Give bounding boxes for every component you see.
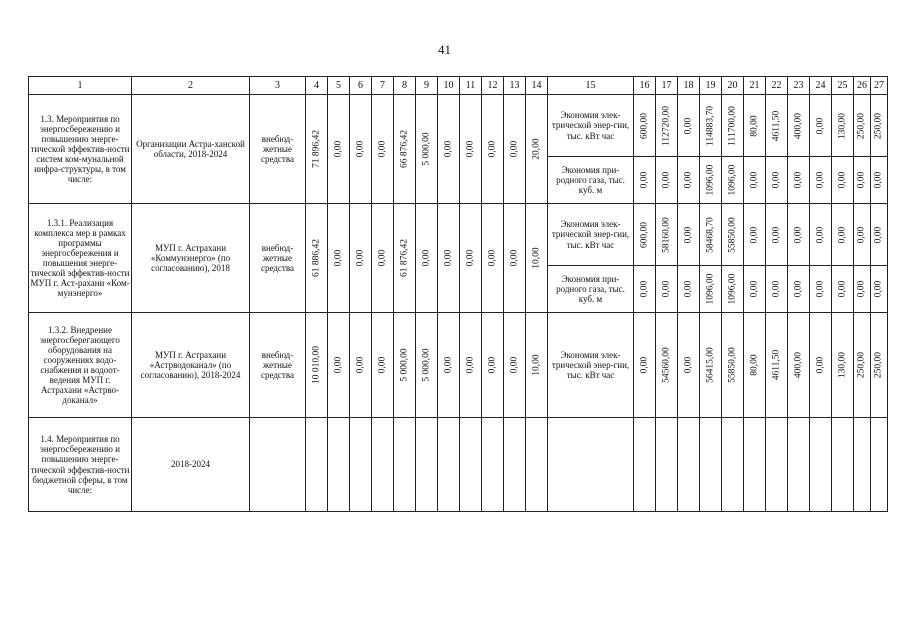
finance-cell-value: 10,00 xyxy=(531,247,542,269)
finance-cell xyxy=(394,418,416,512)
indicator-value-cell xyxy=(722,95,744,157)
indicator-value-cell-value: 0,00 xyxy=(639,280,650,298)
finance-cell xyxy=(504,313,526,418)
finance-cell-value: 0,00 xyxy=(333,140,344,158)
finance-cell xyxy=(416,95,438,204)
indicator-value-cell xyxy=(766,157,788,204)
finance-cell xyxy=(394,313,416,418)
table-row xyxy=(29,418,888,512)
indicator-value-cell xyxy=(788,313,810,418)
executor-cell-text: МУП г. Астрахани «Коммунэнерго» (по согласованию), 2018 xyxy=(150,242,231,274)
source-cell xyxy=(250,95,306,204)
indicator-value-cell xyxy=(700,95,722,157)
finance-cell xyxy=(328,313,350,418)
indicator-value-cell xyxy=(788,204,810,266)
table-row xyxy=(29,204,888,266)
finance-cell xyxy=(328,95,350,204)
indicator-value-cell xyxy=(832,266,854,313)
finance-cell-value: 0,00 xyxy=(509,140,520,158)
finance-cell xyxy=(526,418,548,512)
header-cell: 2 xyxy=(132,77,250,95)
finance-cell xyxy=(526,204,548,313)
indicator-value-cell-value: 1096,00 xyxy=(727,164,738,196)
indicator-value-cell-value: 0,00 xyxy=(749,226,760,243)
header-cell: 5 xyxy=(328,77,350,95)
indicator-value-cell-value: 80,00 xyxy=(749,354,760,376)
finance-cell-value: 0,00 xyxy=(487,249,498,267)
finance-cell-value: 66 876,42 xyxy=(399,130,410,168)
finance-cell-value: 5 000,00 xyxy=(421,132,432,166)
indicator-value-cell xyxy=(832,95,854,157)
indicator-name-cell-text: Экономия при-родного газа, тыс. куб. м xyxy=(556,164,625,196)
indicator-value-cell xyxy=(634,266,656,313)
finance-cell xyxy=(372,418,394,512)
measure-cell-text: 1.3.1. Реализация комплекса мер в рамках программы энергосбережения и повышения энерге-тической эффектив-ности МУП г. Аст-рахани «Ком-мунэнерго» xyxy=(30,217,130,299)
header-cell: 3 xyxy=(250,77,306,95)
indicator-value-cell xyxy=(744,95,766,157)
indicator-value-cell xyxy=(700,157,722,204)
indicator-value-cell-value: 0,00 xyxy=(837,171,848,189)
finance-cell-value: 0,00 xyxy=(465,356,476,374)
indicator-value-cell-value: 0,00 xyxy=(639,356,650,374)
indicator-value-cell xyxy=(766,418,788,512)
indicator-value-cell xyxy=(634,204,656,266)
finance-cell-value: 5 000,00 xyxy=(399,348,410,382)
indicator-value-cell-value: 0,00 xyxy=(771,226,782,243)
indicator-name-cell xyxy=(548,157,634,204)
finance-cell-value: 0,00 xyxy=(355,356,366,374)
measure-cell-text: 1.3.2. Внедрение энергосберегающего оборудования на сооружениях водо-снабжения и водоот-ведения МУП г. Астрахани «Астрво-доканал» xyxy=(40,324,120,406)
indicator-value-cell-value: 0,00 xyxy=(856,280,867,298)
indicator-value-cell-value: 0,00 xyxy=(771,280,782,298)
finance-cell xyxy=(306,95,328,204)
finance-cell-value: 0,00 xyxy=(377,249,388,267)
measure-cell xyxy=(29,313,132,418)
finance-cell-value: 0,00 xyxy=(465,249,476,267)
finance-cell-value: 0,00 xyxy=(377,140,388,158)
executor-cell-text: Организации Астра-ханской области, 2018-2024 xyxy=(136,138,245,159)
indicator-value-cell-value: 114883,70 xyxy=(705,105,716,146)
indicator-value-cell xyxy=(871,266,888,313)
indicator-value-cell xyxy=(766,313,788,418)
indicator-value-cell-value: 0,00 xyxy=(815,280,826,298)
finance-cell xyxy=(482,313,504,418)
executor-cell xyxy=(132,418,250,512)
finance-cell xyxy=(416,418,438,512)
indicator-value-cell xyxy=(810,157,832,204)
finance-cell xyxy=(394,204,416,313)
indicator-value-cell-value: 0,00 xyxy=(873,280,884,298)
indicator-value-cell-value: 0,00 xyxy=(815,171,826,189)
finance-cell-value: 10,00 xyxy=(531,354,542,376)
table-row xyxy=(29,313,888,418)
indicator-value-cell xyxy=(788,157,810,204)
indicator-value-cell xyxy=(700,313,722,418)
indicator-value-cell xyxy=(656,95,678,157)
indicator-value-cell-value: 0,00 xyxy=(873,226,884,243)
measure-cell xyxy=(29,95,132,204)
finance-cell xyxy=(504,418,526,512)
table-row xyxy=(29,95,888,157)
indicator-value-cell xyxy=(656,266,678,313)
indicator-value-cell xyxy=(656,313,678,418)
indicator-name-cell-text: Экономия элек-трической энер-гии, тыс. кВт час xyxy=(551,349,630,381)
header-cell: 6 xyxy=(350,77,372,95)
finance-cell-value: 0,00 xyxy=(443,249,454,267)
indicator-value-cell xyxy=(678,95,700,157)
indicator-value-cell xyxy=(788,266,810,313)
finance-cell xyxy=(416,204,438,313)
measure-cell-text: 1.3. Мероприятия по энергосбережению и повышению энерге-тической эффектив-ности систем ком-мунальной инфра-структуры, в том числе: xyxy=(30,113,130,185)
indicator-value-cell xyxy=(722,204,744,266)
finance-cell-value: 61 876,42 xyxy=(399,239,410,277)
header-cell: 24 xyxy=(810,77,832,95)
header-cell: 22 xyxy=(766,77,788,95)
indicator-name-cell-text: Экономия элек-трической энер-гии, тыс. кВт час xyxy=(551,219,630,250)
indicator-value-cell xyxy=(700,266,722,313)
indicator-value-cell-value: 0,00 xyxy=(837,280,848,298)
indicator-value-cell-value: 0,00 xyxy=(683,280,694,298)
indicator-value-cell-value: 600,00 xyxy=(639,221,650,248)
indicator-value-cell-value: 0,00 xyxy=(793,171,804,189)
indicator-value-cell xyxy=(678,157,700,204)
finance-cell-value: 71 896,42 xyxy=(311,130,322,168)
indicator-value-cell xyxy=(744,418,766,512)
indicator-value-cell xyxy=(656,418,678,512)
finance-cell xyxy=(526,313,548,418)
header-cell: 1 xyxy=(29,77,132,95)
indicator-value-cell xyxy=(788,418,810,512)
finance-cell-value: 0,00 xyxy=(509,249,520,267)
indicator-value-cell-value: 0,00 xyxy=(837,226,848,243)
indicator-value-cell-value: 600,00 xyxy=(639,112,650,139)
finance-cell xyxy=(350,95,372,204)
indicator-value-cell-value: 0,00 xyxy=(749,280,760,298)
indicator-value-cell-value: 112720,00 xyxy=(661,105,672,146)
finance-cell xyxy=(526,95,548,204)
indicator-value-cell xyxy=(722,313,744,418)
finance-cell-value: 0,00 xyxy=(443,356,454,374)
finance-cell xyxy=(460,313,482,418)
finance-cell xyxy=(482,95,504,204)
indicator-value-cell-value: 0,00 xyxy=(815,117,826,134)
header-cell: 11 xyxy=(460,77,482,95)
finance-cell-value: 0,00 xyxy=(443,140,454,158)
header-cell: 26 xyxy=(854,77,871,95)
indicator-value-cell-value: 0,00 xyxy=(856,226,867,243)
indicator-value-cell-value: 0,00 xyxy=(873,171,884,189)
header-cell: 27 xyxy=(871,77,888,95)
indicator-value-cell-value: 58468,70 xyxy=(705,216,716,253)
finance-cell-value: 0,00 xyxy=(509,356,520,374)
header-cell: 12 xyxy=(482,77,504,95)
finance-cell-value: 20,00 xyxy=(531,138,542,160)
indicator-value-cell xyxy=(722,418,744,512)
indicator-name-cell xyxy=(548,95,634,157)
finance-cell xyxy=(328,418,350,512)
indicator-name-cell-text: Экономия элек-трической энер-гии, тыс. кВт час xyxy=(551,110,630,141)
header-cell: 8 xyxy=(394,77,416,95)
indicator-value-cell-value: 0,00 xyxy=(683,226,694,243)
header-cell: 21 xyxy=(744,77,766,95)
finance-cell xyxy=(394,95,416,204)
indicator-value-cell-value: 400,00 xyxy=(793,351,804,379)
measures-table xyxy=(28,76,888,512)
indicator-value-cell-value: 0,00 xyxy=(856,171,867,189)
indicator-value-cell-value: 55850,00 xyxy=(727,216,738,253)
indicator-value-cell xyxy=(871,418,888,512)
page-number: 41 xyxy=(438,42,451,57)
indicator-value-cell-value: 0,00 xyxy=(793,280,804,298)
indicator-value-cell-value: 0,00 xyxy=(661,171,672,189)
finance-cell xyxy=(350,418,372,512)
indicator-value-cell-value: 56415,00 xyxy=(705,347,716,383)
indicator-value-cell xyxy=(722,266,744,313)
finance-cell-value: 5 000,00 xyxy=(421,348,432,382)
finance-cell xyxy=(438,204,460,313)
indicator-value-cell-value: 130,00 xyxy=(837,112,848,139)
indicator-value-cell-value: 80,00 xyxy=(749,114,760,137)
source-cell-text: внебюд-жетные средства xyxy=(260,349,294,381)
indicator-value-cell xyxy=(854,204,871,266)
finance-cell xyxy=(504,204,526,313)
finance-cell-value: 0,00 xyxy=(333,249,344,267)
indicator-value-cell-value: 0,00 xyxy=(793,226,804,243)
indicator-value-cell xyxy=(766,266,788,313)
indicator-value-cell xyxy=(700,418,722,512)
header-cell: 9 xyxy=(416,77,438,95)
indicator-value-cell-value: 4611,50 xyxy=(771,110,782,141)
finance-cell-value: 0,00 xyxy=(465,140,476,158)
indicator-value-cell-value: 1096,00 xyxy=(727,273,738,305)
indicator-value-cell xyxy=(766,204,788,266)
finance-cell xyxy=(372,95,394,204)
header-cell: 23 xyxy=(788,77,810,95)
indicator-value-cell xyxy=(854,418,871,512)
source-cell-text: внебюд-жетные средства xyxy=(260,133,294,165)
indicator-value-cell xyxy=(744,266,766,313)
indicator-value-cell xyxy=(656,204,678,266)
indicator-value-cell-value: 130,00 xyxy=(837,351,848,379)
indicator-value-cell xyxy=(810,418,832,512)
indicator-value-cell xyxy=(634,313,656,418)
finance-cell-value: 0,00 xyxy=(421,249,432,267)
measure-cell-text: 1.4. Мероприятия по энергосбережению и повышению энерге-тической эффектив-ности бюджетной сферы, в том числе: xyxy=(30,434,130,495)
indicator-value-cell xyxy=(788,95,810,157)
indicator-value-cell xyxy=(678,313,700,418)
indicator-value-cell-value: 0,00 xyxy=(683,171,694,189)
indicator-value-cell xyxy=(634,418,656,512)
indicator-value-cell xyxy=(871,204,888,266)
indicator-value-cell xyxy=(678,204,700,266)
indicator-value-cell-value: 0,00 xyxy=(815,356,826,374)
indicator-value-cell xyxy=(656,157,678,204)
indicator-value-cell-value: 111700,00 xyxy=(727,105,738,146)
header-cell: 4 xyxy=(306,77,328,95)
executor-cell xyxy=(132,95,250,204)
indicator-value-cell-value: 400,00 xyxy=(793,112,804,139)
finance-cell xyxy=(438,313,460,418)
header-cell: 20 xyxy=(722,77,744,95)
indicator-value-cell xyxy=(766,95,788,157)
indicator-name-cell xyxy=(548,418,634,512)
header-cell: 13 xyxy=(504,77,526,95)
indicator-value-cell xyxy=(810,313,832,418)
executor-cell-text: 2018-2024 xyxy=(171,459,210,470)
indicator-value-cell xyxy=(744,204,766,266)
indicator-value-cell xyxy=(854,95,871,157)
indicator-value-cell xyxy=(810,204,832,266)
indicator-value-cell-value: 0,00 xyxy=(639,171,650,189)
indicator-value-cell xyxy=(744,313,766,418)
indicator-name-cell xyxy=(548,266,634,313)
finance-cell xyxy=(482,204,504,313)
header-cell: 17 xyxy=(656,77,678,95)
indicator-value-cell xyxy=(832,204,854,266)
source-cell-text: внебюд-жетные средства xyxy=(260,242,294,274)
finance-cell xyxy=(438,95,460,204)
finance-cell xyxy=(460,204,482,313)
indicator-value-cell-value: 0,00 xyxy=(815,226,826,243)
header-cell: 18 xyxy=(678,77,700,95)
indicator-value-cell xyxy=(832,313,854,418)
header-cell: 19 xyxy=(700,77,722,95)
indicator-value-cell xyxy=(871,157,888,204)
indicator-value-cell xyxy=(810,95,832,157)
indicator-value-cell xyxy=(854,313,871,418)
indicator-value-cell xyxy=(634,157,656,204)
indicator-value-cell-value: 0,00 xyxy=(683,356,694,374)
indicator-value-cell-value: 55850,00 xyxy=(727,347,738,383)
indicator-value-cell xyxy=(832,418,854,512)
indicator-value-cell-value: 54560,00 xyxy=(661,347,672,383)
finance-cell xyxy=(372,313,394,418)
source-cell xyxy=(250,204,306,313)
indicator-value-cell xyxy=(832,157,854,204)
indicator-value-cell-value: 250,00 xyxy=(856,351,867,379)
indicator-value-cell xyxy=(871,313,888,418)
finance-cell-value: 0,00 xyxy=(355,140,366,158)
finance-cell-value: 0,00 xyxy=(487,356,498,374)
finance-cell xyxy=(416,313,438,418)
finance-cell xyxy=(372,204,394,313)
indicator-value-cell xyxy=(854,266,871,313)
indicator-value-cell xyxy=(678,266,700,313)
indicator-value-cell-value: 250,00 xyxy=(873,112,884,139)
finance-cell xyxy=(306,313,328,418)
indicator-value-cell xyxy=(634,95,656,157)
measure-cell xyxy=(29,204,132,313)
finance-cell-value: 10 010,00 xyxy=(311,346,322,384)
header-cell: 15 xyxy=(548,77,634,95)
executor-cell-text: МУП г. Астрахани «Астрводоканал» (по согласованию), 2018-2024 xyxy=(140,349,241,381)
finance-cell xyxy=(460,418,482,512)
executor-cell xyxy=(132,313,250,418)
finance-cell xyxy=(306,418,328,512)
finance-cell-value: 0,00 xyxy=(377,356,388,374)
indicator-value-cell xyxy=(700,204,722,266)
header-cell: 25 xyxy=(832,77,854,95)
indicator-name-cell-text: Экономия при-родного газа, тыс. куб. м xyxy=(556,273,625,305)
source-cell xyxy=(250,418,306,512)
finance-cell-value: 61 886,42 xyxy=(311,239,322,277)
indicator-value-cell xyxy=(871,95,888,157)
indicator-value-cell xyxy=(810,266,832,313)
finance-cell xyxy=(438,418,460,512)
finance-cell-value: 0,00 xyxy=(333,356,344,374)
indicator-value-cell-value: 250,00 xyxy=(873,351,884,379)
header-row xyxy=(29,77,888,95)
indicator-name-cell xyxy=(548,313,634,418)
indicator-value-cell xyxy=(678,418,700,512)
source-cell xyxy=(250,313,306,418)
indicator-value-cell-value: 4611,50 xyxy=(771,349,782,381)
finance-cell-value: 0,00 xyxy=(355,249,366,267)
indicator-value-cell-value: 0,00 xyxy=(749,171,760,189)
finance-cell xyxy=(504,95,526,204)
indicator-value-cell-value: 0,00 xyxy=(661,280,672,298)
finance-cell xyxy=(482,418,504,512)
finance-cell xyxy=(460,95,482,204)
finance-cell xyxy=(350,313,372,418)
finance-cell-value: 0,00 xyxy=(487,140,498,158)
header-cell: 14 xyxy=(526,77,548,95)
indicator-value-cell-value: 1096,00 xyxy=(705,273,716,305)
indicator-value-cell xyxy=(722,157,744,204)
indicator-value-cell-value: 0,00 xyxy=(771,171,782,189)
executor-cell xyxy=(132,204,250,313)
header-cell: 10 xyxy=(438,77,460,95)
indicator-value-cell-value: 58160,00 xyxy=(661,216,672,253)
header-cell: 16 xyxy=(634,77,656,95)
indicator-value-cell-value: 1096,00 xyxy=(705,164,716,196)
finance-cell xyxy=(328,204,350,313)
indicator-value-cell-value: 0,00 xyxy=(683,117,694,134)
indicator-value-cell-value: 250,00 xyxy=(856,112,867,139)
header-cell: 7 xyxy=(372,77,394,95)
finance-cell xyxy=(306,204,328,313)
finance-cell xyxy=(350,204,372,313)
indicator-name-cell xyxy=(548,204,634,266)
indicator-value-cell xyxy=(854,157,871,204)
indicator-value-cell xyxy=(744,157,766,204)
measure-cell xyxy=(29,418,132,512)
